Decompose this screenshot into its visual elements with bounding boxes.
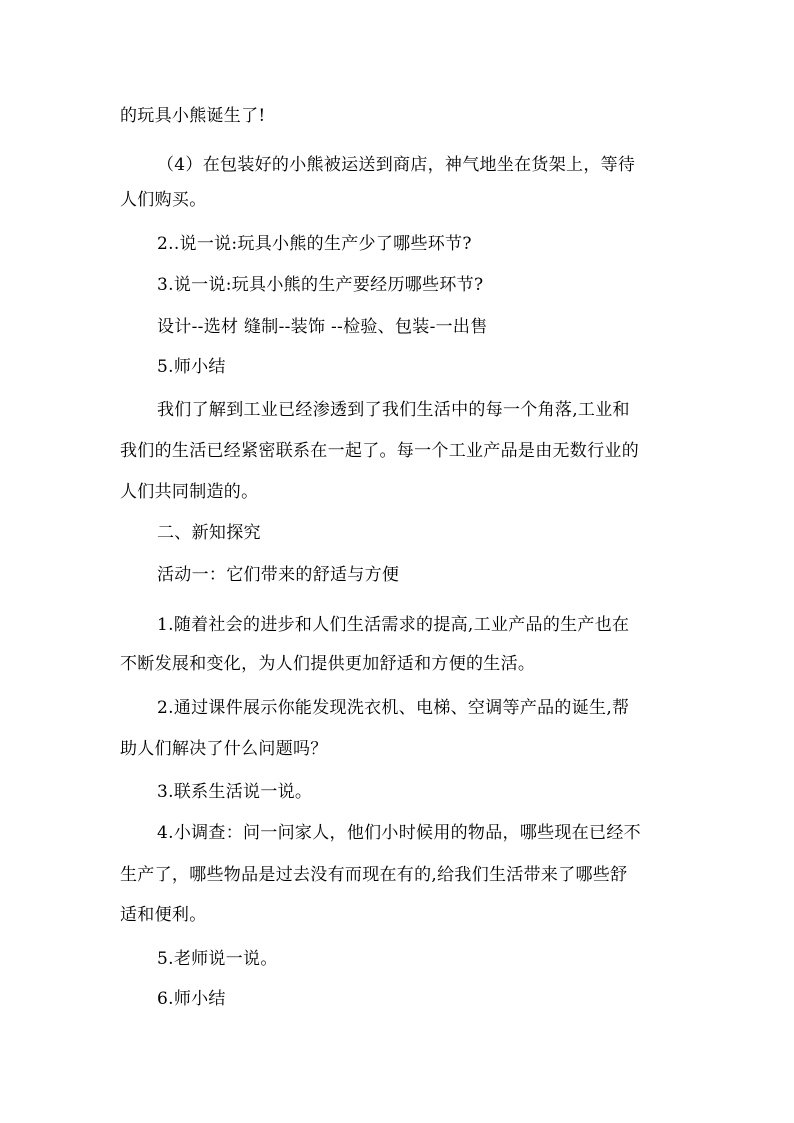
text-line-20: 适和便利。 [120, 905, 207, 925]
text-line-9: 我们的生活已经紧密联系在一起了。每一个工业产品是由无数行业的 [120, 441, 639, 461]
text-line-15: 2.通过课件展示你能发现洗衣机、电梯、空调等产品的诞生,帮 [157, 698, 630, 718]
text-line-22: 6.师小结 [157, 989, 226, 1009]
text-line-2: （4）在包装好的小熊被运送到商店，神气地坐在货架上，等待 [157, 155, 636, 175]
text-line-19: 生产了，哪些物品是过去没有而现在有的,给我们生活带来了哪些舒 [120, 865, 628, 885]
section-heading: 二、新知探究 [157, 523, 261, 543]
text-line-7: 5.师小结 [157, 357, 226, 377]
text-line-18: 4.小调查：问一问家人，他们小时候用的物品，哪些现在已经不 [157, 823, 641, 843]
activity-heading: 活动一：它们带来的舒适与方便 [157, 565, 400, 585]
text-line-13: 1.随着社会的进步和人们生活需求的提高,工业产品的生产也在 [157, 615, 630, 635]
text-line-14: 不断发展和变化，为人们提供更加舒适和方便的生活。 [120, 654, 536, 674]
text-line-3: 人们购买。 [120, 190, 207, 210]
text-line-17: 3.联系生活说一说。 [157, 782, 313, 802]
text-line-16: 助人们解决了什么问题吗？ [120, 739, 328, 759]
text-line-6: 设计--选材 缝制--装饰 --检验、包装-一出售 [157, 317, 488, 337]
text-line-1: 的玩具小熊诞生了! [120, 106, 266, 126]
text-line-21: 5.老师说一说。 [157, 949, 278, 969]
text-line-4: 2..说一说:玩具小熊的生产少了哪些环节? [157, 234, 472, 254]
text-line-10: 人们共同制造的。 [120, 482, 259, 502]
text-line-5: 3.说一说:玩具小熊的生产要经历哪些环节? [157, 275, 484, 295]
text-line-8: 我们了解到工业已经渗透到了我们生活中的每一个角落,工业和 [157, 400, 630, 420]
